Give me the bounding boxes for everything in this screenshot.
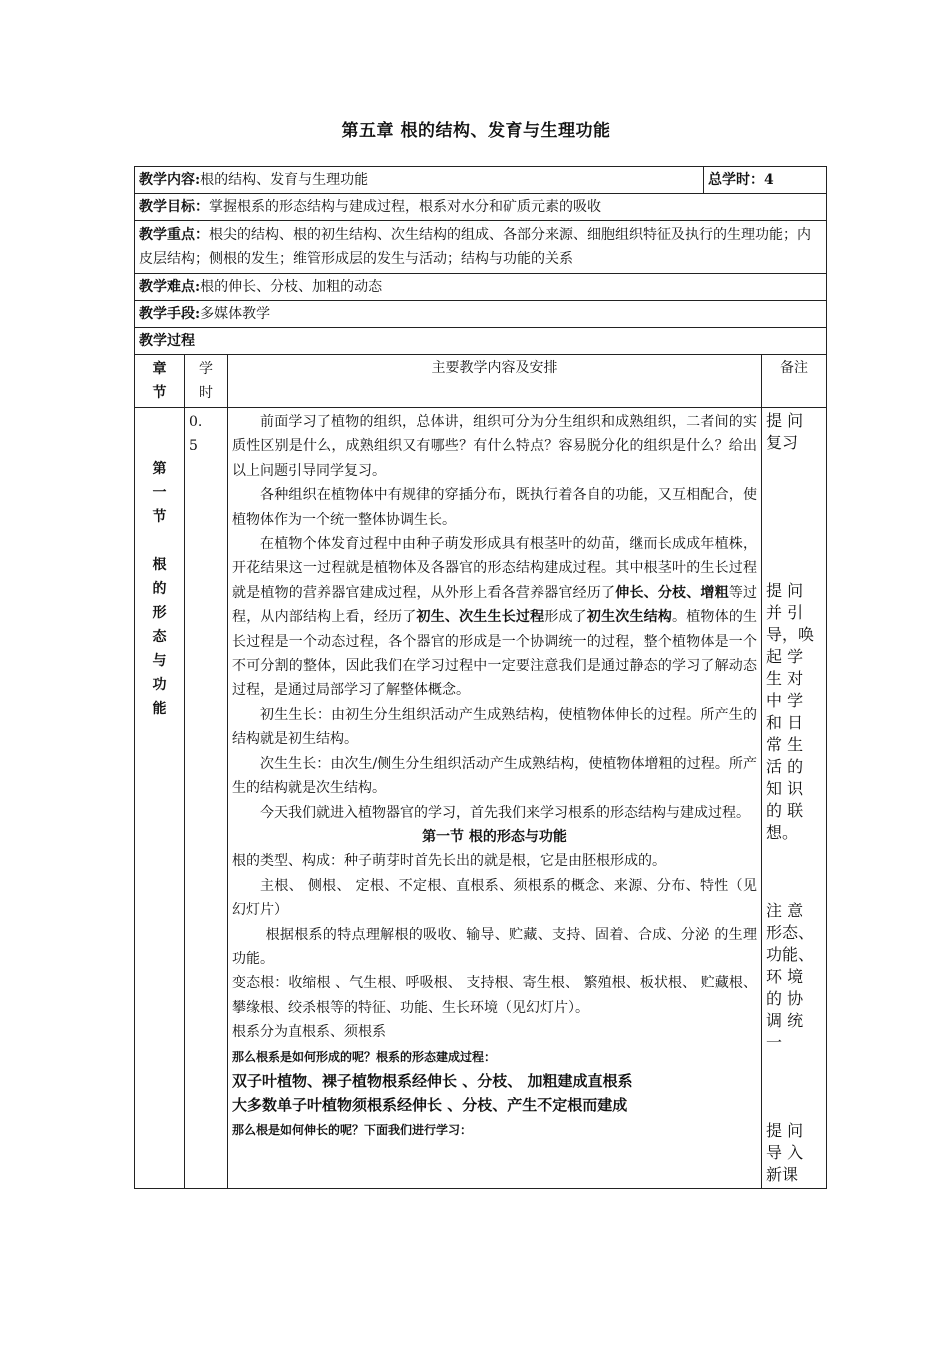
header-hours-text: 学时 xyxy=(199,361,213,401)
difficulty-label: 教学难点: xyxy=(139,279,201,295)
paragraph-intro: 今天我们就进入植物器官的学习，首先我们来学习根系的形态结构与建成过程。 xyxy=(260,804,750,821)
hours-column xyxy=(185,408,228,1189)
p3-text-c: 等过程，从内部结构上看，经历了 xyxy=(232,584,758,626)
p3-bold-3: 初生次生结构 xyxy=(586,609,673,626)
note-line: 的 协 xyxy=(766,989,804,1008)
note-line: 功能、 xyxy=(766,945,815,964)
chapter-char: 态 xyxy=(152,629,167,645)
header-chapter-text: 章节 xyxy=(152,361,167,401)
statement-dicot: 双子叶植物、裸子植物根系经伸长 、分枝、 加粗建成直根系 xyxy=(232,1071,633,1090)
paragraph-development xyxy=(232,532,757,703)
p3-text-a: 在植物个体发育过程中由种子萌发形成具有根茎叶的幼苗，继而长成成年植株，开花结果这一过程就是植物体及各器官的形态结构建成过程。其中根茎叶的生长过程就是植物的营养器官建成过程，从外形上看各营养器官经历了 xyxy=(232,536,757,601)
note-line: 调 统 xyxy=(766,1011,804,1030)
notes-column xyxy=(762,408,827,1189)
chapter-char: 根 xyxy=(152,557,167,573)
paragraph-primary-growth: 初生生长：由初生分生组织活动产生成熟结构，使植物体伸长的过程。所产生的结构就是初生结构。 xyxy=(232,706,757,748)
chapter-title-vertical xyxy=(139,458,180,722)
key-row xyxy=(135,221,827,274)
note-line: 并 引 xyxy=(766,603,804,622)
goal-row xyxy=(135,194,827,221)
chapter-char: 第 xyxy=(152,461,167,477)
note-line: 导 入 xyxy=(766,1143,804,1162)
process-row xyxy=(135,328,827,355)
chapter-char: 能 xyxy=(152,701,167,717)
paragraph-modified-roots: 变态根：收缩根 、气生根、呼吸根、 支持根、寄生根、 繁殖根、板状根、 贮藏根、攀缘根、绞杀根等的特征、功能、生长环境（见幻灯片）。 xyxy=(232,975,757,1016)
column-header-row xyxy=(135,355,827,408)
chapter-char: 与 xyxy=(152,653,167,669)
header-chapter xyxy=(135,355,185,408)
note-coordination xyxy=(766,900,822,1120)
content-value: 根的结构、发育与生理功能 xyxy=(200,172,369,188)
paragraph-root-functions: 根据根系的特点理解根的吸收、输导、贮藏、支持、固着、合成、分泌 的生理功能。 xyxy=(232,926,757,967)
difficulty-row xyxy=(135,274,827,301)
note-line: 新课 xyxy=(766,1165,799,1184)
paragraph-tissues: 各种组织在植物体中有规律的穿插分布，既执行着各自的功能，又互相配合，使植物体作为一个统一整体协调生长。 xyxy=(232,487,757,528)
hours-value: 0.5 xyxy=(189,414,203,454)
header-main: 主要教学内容及安排 xyxy=(228,355,762,408)
note-association xyxy=(766,580,822,900)
difficulty-value: 根的伸长、分枝、加粗的动态 xyxy=(200,279,383,295)
page-title: 第五章 根的结构、发育与生理功能 xyxy=(341,121,611,141)
note-line: 活 的 xyxy=(766,757,804,776)
key-value: 根尖的结构、根的初生结构、次生结构的组成、各部分来源、细胞组织特征及执行的生理功能；内皮层结构；侧根的发生；维管形成层的发生与活动；结构与功能的关系 xyxy=(139,227,811,267)
question-formation: 那么根系是如何形成的呢？根系的形态建成过程： xyxy=(232,1049,497,1064)
means-value: 多媒体教学 xyxy=(200,306,271,322)
header-note: 备注 xyxy=(762,355,827,408)
lesson-plan-table xyxy=(134,166,827,1189)
goal-value: 掌握根系的形态结构与建成过程，根系对水分和矿质元素的吸收 xyxy=(209,199,601,215)
content-label: 教学内容: xyxy=(139,172,201,188)
body-row xyxy=(135,408,827,1189)
chapter-char: 节 xyxy=(152,509,167,525)
statement-monocot: 大多数单子叶植物须根系经伸长 、分枝、产生不定根而建成 xyxy=(232,1096,628,1115)
note-line: 形态、 xyxy=(766,923,815,942)
note-line: 和 日 xyxy=(766,713,804,732)
note-line: 注 意 xyxy=(766,901,804,920)
p3-text-e: 。植物体的生长过程是一个动态过程，各个器官的形成是一个协调统一的过程，整个植物体是一个不可分割的整体，因此我们在学习过程中一定要注意我们是通过静态的学习了解动态过程，是通过局部学习了解整体概念。 xyxy=(232,609,758,699)
note-line: 提 问 xyxy=(766,411,804,430)
note-new-lesson xyxy=(766,1120,822,1186)
key-label: 教学重点： xyxy=(139,227,209,243)
note-line: 生 对 xyxy=(766,669,804,688)
note-line: 导，唤 xyxy=(766,625,815,644)
note-line: 的 联 xyxy=(766,801,804,820)
note-line: 复习 xyxy=(766,433,799,452)
chapter-char xyxy=(139,530,180,554)
note-line: 常 生 xyxy=(766,735,804,754)
main-content xyxy=(228,408,762,1189)
note-line: 环 境 xyxy=(766,967,804,986)
paragraph-root-concepts: 主根、 侧根、 定根、不定根、直根系、须根系的概念、来源、分布、特性（见幻灯片） xyxy=(232,877,757,919)
question-elongation: 那么根是如何伸长的呢？下面我们进行学习： xyxy=(232,1122,473,1137)
goal-label: 教学目标： xyxy=(139,199,209,215)
content-row xyxy=(135,167,827,194)
header-hours xyxy=(185,355,228,408)
p3-bold-2: 初生、次生生长过程 xyxy=(416,609,545,626)
chapter-char: 一 xyxy=(152,485,167,501)
means-label: 教学手段: xyxy=(139,306,201,322)
paragraph-secondary-growth: 次生生长：由次生/侧生分生组织活动产生成熟结构，使植物体增粗的过程。所产生的结构就是次生结构。 xyxy=(232,755,757,797)
chapter-char: 功 xyxy=(152,677,167,693)
section-title: 第一节 根的形态与功能 xyxy=(422,828,567,845)
paragraph-root-types: 根的类型、构成：种子萌芽时首先长出的就是根，它是由胚根形成的。 xyxy=(232,853,666,870)
chapter-char: 的 xyxy=(152,581,167,597)
note-line: 知 识 xyxy=(766,779,804,798)
chapter-column xyxy=(135,408,185,1189)
total-hours: 总学时：4 xyxy=(704,167,827,194)
paragraph-root-systems: 根系分为直根系、须根系 xyxy=(232,1024,386,1041)
note-line: 提 问 xyxy=(766,1121,804,1140)
note-line: 一 xyxy=(766,1033,783,1052)
paragraph-review: 前面学习了植物的组织，总体讲，组织可分为分生组织和成熟组织，二者间的实质性区别是什么，成熟组织又有哪些？有什么特点？容易脱分化的组织是什么？给出以上问题引导同学复习。 xyxy=(232,414,757,479)
p3-text-d: 形成了 xyxy=(544,609,587,626)
note-line: 想。 xyxy=(766,823,799,842)
chapter-char: 形 xyxy=(152,605,167,621)
note-line: 起 学 xyxy=(766,647,804,666)
p3-bold-1: 伸长、分枝、增粗 xyxy=(615,584,729,601)
means-row xyxy=(135,301,827,328)
note-line: 提 问 xyxy=(766,581,804,600)
note-line: 中 学 xyxy=(766,691,804,710)
process-label: 教学过程 xyxy=(135,328,827,355)
note-review xyxy=(766,410,822,580)
